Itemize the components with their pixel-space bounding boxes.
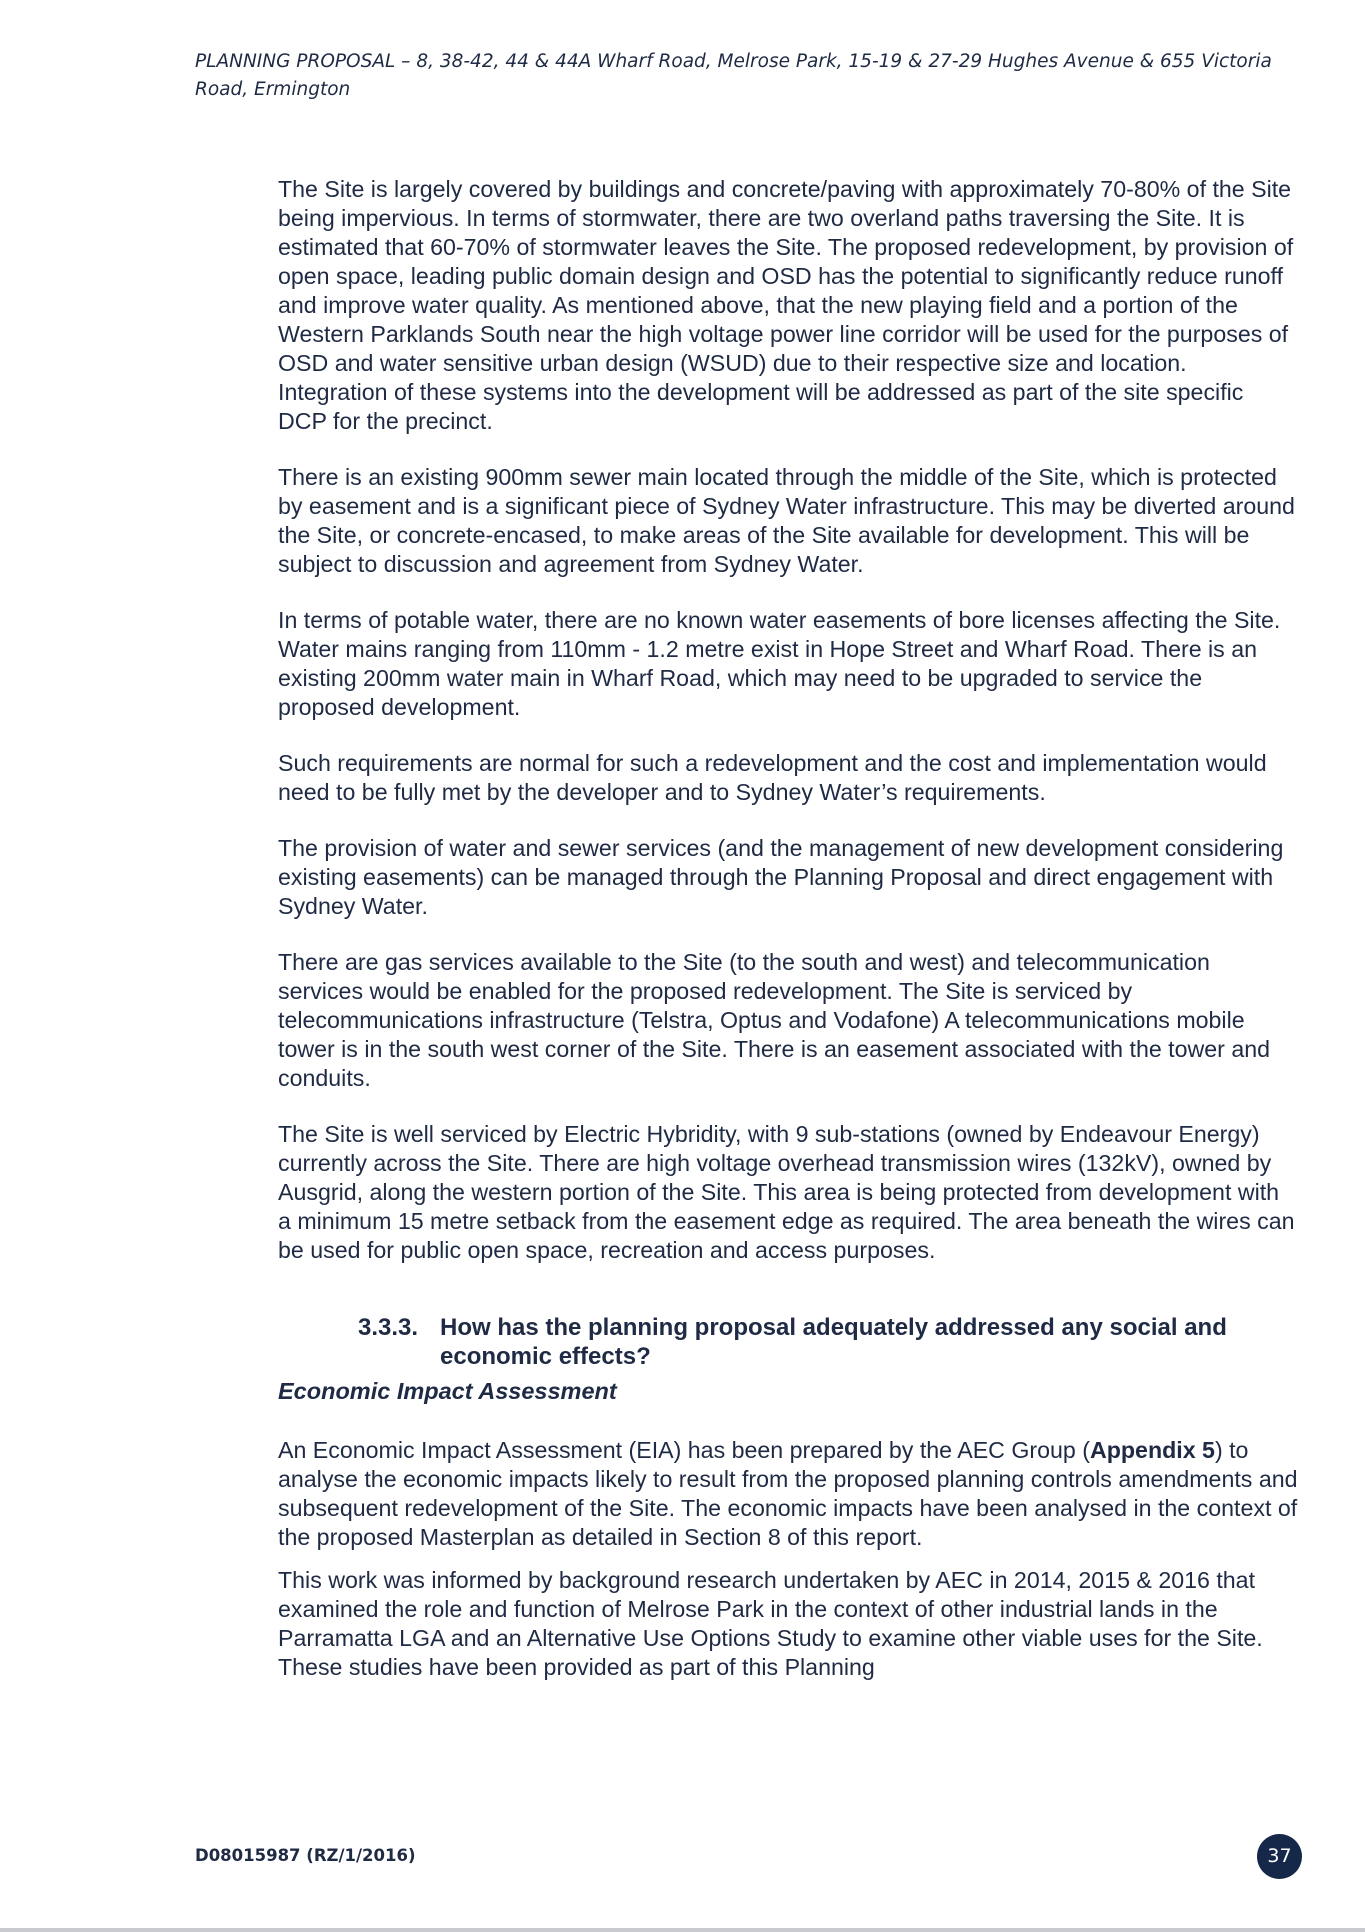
subheading-economic-impact: Economic Impact Assessment	[278, 1378, 617, 1404]
paragraph-requirements: Such requirements are normal for such a redevelopment and the cost and implementation would need to be fully met by the developer and to Sydney Water’s requirements.	[278, 750, 1267, 805]
paragraph-background-research: This work was informed by background research undertaken by AEC in 2014, 2015 & 2016 that examined the role and function of Melrose Park in the context of other industrial lands in the Parramatta LGA and an Alternative Use Options Study to examine other viable uses for the Site. These studies have been provided as part of this Planning	[278, 1567, 1263, 1680]
paragraph-electricity: The Site is well serviced by Electric Hybridity, with 9 sub-stations (owned by Endeavour Energy) currently across the Site. There are high voltage overhead transmission wires (132kV), owned by Ausgrid, along the western portion of the Site. This area is being protected from development with a minimum 15 metre setback from the easement edge as required. The area beneath the wires can be used for public open space, recreation and access purposes.	[278, 1121, 1295, 1263]
section-heading	[278, 1313, 1298, 1371]
paragraph-water-sewer-services: The provision of water and sewer services (and the management of new development considering existing easements) can be managed through the Planning Proposal and direct engagement with Sydney Water.	[278, 835, 1284, 919]
document-body	[278, 175, 1298, 1709]
section-title: How has the planning proposal adequately addressed any social and economic effects?	[440, 1314, 1227, 1370]
eia-text-after: ) to analyse the economic impacts likely to result from the proposed planning controls amendments and subsequent redevelopment of the Site. The economic impacts have been analysed in the context of the proposed Masterplan as detailed in Section 8 of this report.	[278, 1437, 1298, 1550]
eia-text-before: An Economic Impact Assessment (EIA) has been prepared by the AEC Group (	[278, 1437, 1090, 1463]
page-number-badge: 37	[1257, 1834, 1302, 1879]
paragraph-gas-telecom: There are gas services available to the Site (to the south and west) and telecommunication services would be enabled for the proposed redevelopment. The Site is serviced by telecommunications infrastructure (Telstra, Optus and Vodafone) A telecommunications mobile tower is in the south west corner of the Site. There is an easement associated with the tower and conduits.	[278, 949, 1271, 1091]
paragraph-stormwater: The Site is largely covered by buildings and concrete/paving with approximately 70-80% of the Site being impervious. In terms of stormwater, there are two overland paths traversing the Site. It is estimated that 60-70% of stormwater leaves the Site. The proposed redevelopment, by provision of open space, leading public domain design and OSD has the potential to significantly reduce runoff and improve water quality. As mentioned above, that the new playing field and a portion of the Western Parklands South near the high voltage power line corridor will be used for the purposes of OSD and water sensitive urban design (WSUD) due to their respective size and location. Integration of these systems into the development will be addressed as part of the site specific DCP for the precinct.	[278, 176, 1294, 434]
paragraph-potable-water: In terms of potable water, there are no known water easements of bore licenses affecting the Site. Water mains ranging from 110mm - 1.2 metre exist in Hope Street and Wharf Road. There is an existing 200mm water main in Wharf Road, which may need to be upgraded to service the proposed development.	[278, 607, 1281, 720]
section-number: 3.3.3.	[358, 1314, 419, 1341]
document-reference: D08015987 (RZ/1/2016)	[195, 1846, 416, 1865]
paragraph-eia	[278, 1436, 1298, 1552]
appendix-reference: Appendix 5	[1089, 1437, 1215, 1463]
page-bottom-edge	[0, 1928, 1365, 1932]
page-header-title: PLANNING PROPOSAL – 8, 38-42, 44 & 44A Wharf Road, Melrose Park, 15-19 & 27-29 Hughes Avenue & 655 Victoria Road, Ermington	[195, 51, 1272, 100]
paragraph-sewer: There is an existing 900mm sewer main located through the middle of the Site, which is protected by easement and is a significant piece of Sydney Water infrastructure. This may be diverted around the Site, or concrete-encased, to make areas of the Site available for development. This will be subject to discussion and agreement from Sydney Water.	[278, 464, 1295, 577]
